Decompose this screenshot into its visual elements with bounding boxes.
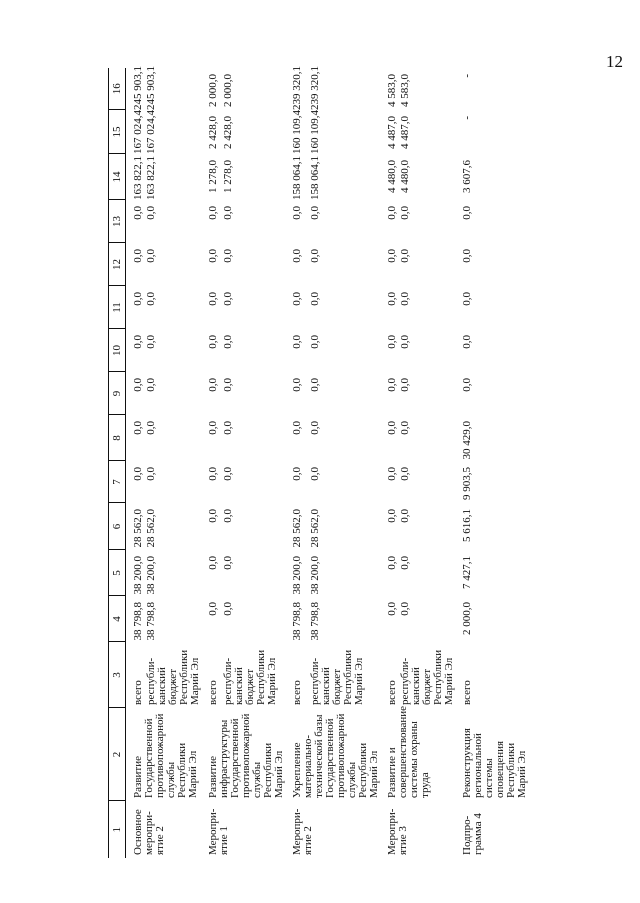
value-cell: 4 480,0 bbox=[399, 160, 411, 193]
value-cell: 4 487,0 bbox=[386, 116, 398, 149]
value-cell: 163 822,1 bbox=[145, 156, 157, 200]
value-cell: 0,0 bbox=[308, 335, 321, 349]
value-cell: 38 200,0 bbox=[308, 556, 321, 595]
value-cell: 5 616,1 bbox=[461, 509, 473, 542]
value-cell: 245 903,1 bbox=[132, 66, 144, 110]
value-cell: 0,0 bbox=[222, 421, 235, 435]
value-cell: 0,0 bbox=[291, 378, 303, 392]
value-cell: 0,0 bbox=[399, 509, 411, 523]
value-cell: 38 200,0 bbox=[145, 556, 157, 595]
column-header: 13 bbox=[109, 200, 126, 243]
value-cell: 38 798,8 bbox=[132, 602, 144, 641]
value-cell: 0,0 bbox=[222, 292, 235, 306]
value-cell: 0,0 bbox=[386, 206, 398, 220]
value-cell: 0,0 bbox=[386, 249, 398, 263]
value-cell: 0,0 bbox=[145, 378, 157, 392]
program-title: Укрепление материально-технической базы Государственной противопожарной службы Республики Марий Эл bbox=[291, 713, 380, 798]
funding-source: республи- канский бюджет Республики Марий Эл bbox=[399, 649, 455, 705]
value-cell: 0,0 bbox=[222, 602, 235, 616]
value-cell: 7 427,1 bbox=[461, 556, 473, 589]
program-title: Развитие Государственной противопожарной службы Республики Марий Эл bbox=[132, 713, 199, 798]
value-cell: 38 200,0 bbox=[132, 556, 144, 595]
value-cell: 163 822,1 bbox=[132, 156, 144, 200]
value-cell: 2 428,0 bbox=[207, 116, 219, 149]
value-cell: 167 024,4 bbox=[132, 110, 144, 154]
funding-source: республи- канский бюджет Республики Марий Эл bbox=[145, 649, 201, 705]
value-cell: 0,0 bbox=[207, 467, 219, 481]
value-cell: 0,0 bbox=[132, 206, 144, 220]
value-cell: 4 480,0 bbox=[386, 160, 398, 193]
value-cell: 3 607,6 bbox=[461, 160, 473, 193]
value-cell: 239 320,1 bbox=[308, 66, 321, 110]
column-header: 12 bbox=[109, 243, 126, 286]
page-number: 12 bbox=[606, 52, 623, 71]
value-cell: 0,0 bbox=[132, 378, 144, 392]
funding-source: всего bbox=[132, 680, 144, 705]
value-cell: 0,0 bbox=[145, 206, 157, 220]
program-code: Меропри- ятие 2 bbox=[291, 808, 314, 855]
value-cell: 0,0 bbox=[386, 467, 398, 481]
value-cell: 0,0 bbox=[132, 421, 144, 435]
value-cell: 0,0 bbox=[145, 249, 157, 263]
column-header: 11 bbox=[109, 286, 126, 329]
value-cell: 0,0 bbox=[222, 335, 235, 349]
value-cell: 4 583,0 bbox=[399, 74, 411, 107]
value-cell: 0,0 bbox=[207, 421, 219, 435]
table-row bbox=[201, 68, 221, 858]
program-code: Основное меропри- ятие 2 bbox=[132, 809, 166, 855]
value-cell: 0,0 bbox=[386, 556, 398, 570]
value-cell: 0,0 bbox=[386, 292, 398, 306]
value-cell: 0,0 bbox=[461, 206, 473, 220]
value-cell: 0,0 bbox=[399, 335, 411, 349]
column-header: 5 bbox=[109, 550, 126, 596]
value-cell: 0,0 bbox=[291, 292, 303, 306]
column-header: 8 bbox=[109, 415, 126, 461]
value-cell: 0,0 bbox=[132, 292, 144, 306]
value-cell: 0,0 bbox=[291, 249, 303, 263]
value-cell: 160 109,4 bbox=[308, 110, 321, 154]
value-cell: 28 562,0 bbox=[132, 509, 144, 548]
value-cell: 0,0 bbox=[308, 249, 321, 263]
value-cell: 0,0 bbox=[207, 206, 219, 220]
value-cell: 0,0 bbox=[207, 378, 219, 392]
value-cell: 160 109,4 bbox=[291, 110, 303, 154]
value-cell: 1 278,0 bbox=[222, 160, 235, 193]
value-cell: 0,0 bbox=[399, 249, 411, 263]
value-cell: 0,0 bbox=[461, 335, 473, 349]
value-cell: - bbox=[461, 74, 473, 78]
value-cell: 158 064,1 bbox=[308, 156, 321, 200]
table-body bbox=[126, 68, 529, 858]
table-row bbox=[455, 68, 528, 858]
value-cell: 0,0 bbox=[207, 509, 219, 523]
value-cell: 0,0 bbox=[308, 292, 321, 306]
value-cell: 0,0 bbox=[145, 467, 157, 481]
program-title: Развитие и совершенствование системы охраны труда bbox=[386, 705, 431, 798]
value-cell: 0,0 bbox=[145, 421, 157, 435]
column-header: 4 bbox=[109, 596, 126, 642]
column-header: 2 bbox=[109, 708, 126, 801]
value-cell: 0,0 bbox=[222, 556, 235, 570]
value-cell: 0,0 bbox=[399, 421, 411, 435]
value-cell: 0,0 bbox=[222, 249, 235, 263]
funding-source: всего bbox=[461, 680, 473, 705]
value-cell: 9 903,5 bbox=[461, 467, 473, 500]
column-header: 15 bbox=[109, 110, 126, 154]
value-cell: 1 278,0 bbox=[207, 160, 219, 193]
value-cell: 0,0 bbox=[207, 602, 219, 616]
value-cell: 38 798,8 bbox=[308, 602, 321, 641]
value-cell: 0,0 bbox=[291, 467, 303, 481]
value-cell: 0,0 bbox=[386, 509, 398, 523]
value-cell: 2 000,0 bbox=[207, 74, 219, 107]
funding-source: всего bbox=[386, 680, 398, 705]
value-cell: 0,0 bbox=[222, 467, 235, 481]
value-cell: 0,0 bbox=[291, 335, 303, 349]
value-cell: 239 320,1 bbox=[291, 66, 303, 110]
value-cell: 0,0 bbox=[291, 206, 303, 220]
value-cell: 38 798,8 bbox=[291, 602, 303, 641]
value-cell: 158 064,1 bbox=[291, 156, 303, 200]
program-code: Меропри- ятие 3 bbox=[386, 808, 409, 855]
value-cell: 0,0 bbox=[386, 421, 398, 435]
value-cell: 167 024,4 bbox=[145, 110, 157, 154]
value-cell: 0,0 bbox=[386, 335, 398, 349]
column-header: 6 bbox=[109, 503, 126, 550]
value-cell: 0,0 bbox=[399, 378, 411, 392]
value-cell: 38 798,8 bbox=[145, 602, 157, 641]
value-cell: 0,0 bbox=[386, 602, 398, 616]
column-header: 7 bbox=[109, 461, 126, 503]
column-header: 9 bbox=[109, 372, 126, 415]
column-header: 3 bbox=[109, 642, 126, 708]
value-cell: 0,0 bbox=[207, 335, 219, 349]
value-cell: 0,0 bbox=[222, 206, 235, 220]
column-header: 14 bbox=[109, 154, 126, 200]
value-cell: 0,0 bbox=[461, 249, 473, 263]
funding-source: республи- канский бюджет Республики Марий Эл bbox=[222, 649, 279, 705]
table-row bbox=[380, 68, 398, 858]
value-cell: 0,0 bbox=[145, 292, 157, 306]
value-cell: 0,0 bbox=[207, 292, 219, 306]
value-cell: 0,0 bbox=[222, 509, 235, 523]
value-cell: 245 903,1 bbox=[145, 66, 157, 110]
value-cell: 0,0 bbox=[399, 556, 411, 570]
value-cell: 0,0 bbox=[399, 206, 411, 220]
value-cell: 2 428,0 bbox=[222, 116, 235, 149]
funding-source: всего bbox=[291, 680, 303, 705]
value-cell: 0,0 bbox=[386, 378, 398, 392]
table-row bbox=[285, 68, 308, 858]
value-cell: 0,0 bbox=[222, 378, 235, 392]
program-code: Подпро- грамма 4 bbox=[461, 813, 484, 855]
value-cell: 28 562,0 bbox=[308, 509, 321, 548]
value-cell: 0,0 bbox=[308, 378, 321, 392]
column-header: 1 bbox=[109, 801, 126, 858]
value-cell: 0,0 bbox=[399, 292, 411, 306]
value-cell: 2 000,0 bbox=[222, 74, 235, 107]
value-cell: 0,0 bbox=[132, 467, 144, 481]
value-cell: 30 429,0 bbox=[461, 421, 473, 460]
value-cell: 0,0 bbox=[461, 378, 473, 392]
value-cell: 28 562,0 bbox=[145, 509, 157, 548]
value-cell: 0,0 bbox=[308, 206, 321, 220]
value-cell: 0,0 bbox=[145, 335, 157, 349]
value-cell: 0,0 bbox=[291, 421, 303, 435]
value-cell: 0,0 bbox=[399, 467, 411, 481]
column-header: 10 bbox=[109, 329, 126, 372]
value-cell: 4 487,0 bbox=[399, 116, 411, 149]
budget-table bbox=[108, 68, 528, 858]
program-title: Реконструкция региональной системы оповещения Республики Марий Эл bbox=[461, 728, 528, 798]
program-title: Развитие инфраструктуры Государственной противопожарной службы Республики Марий Эл bbox=[207, 713, 285, 798]
value-cell: 0,0 bbox=[461, 292, 473, 306]
value-cell: 0,0 bbox=[132, 249, 144, 263]
table-row bbox=[126, 68, 145, 858]
program-code: Меропри- ятие 1 bbox=[207, 808, 230, 855]
value-cell: - bbox=[461, 116, 473, 120]
value-cell: 0,0 bbox=[308, 421, 321, 435]
header-row bbox=[109, 68, 126, 858]
funding-source: республи- канский бюджет Республики Марий Эл bbox=[308, 649, 365, 705]
value-cell: 38 200,0 bbox=[291, 556, 303, 595]
value-cell: 28 562,0 bbox=[291, 509, 303, 548]
value-cell: 0,0 bbox=[308, 467, 321, 481]
value-cell: 4 583,0 bbox=[386, 74, 398, 107]
value-cell: 0,0 bbox=[399, 602, 411, 616]
value-cell: 0,0 bbox=[207, 556, 219, 570]
value-cell: 0,0 bbox=[132, 335, 144, 349]
value-cell: 2 000,0 bbox=[461, 602, 473, 635]
column-header: 16 bbox=[109, 68, 126, 110]
funding-source: всего bbox=[207, 680, 219, 705]
value-cell: 0,0 bbox=[207, 249, 219, 263]
